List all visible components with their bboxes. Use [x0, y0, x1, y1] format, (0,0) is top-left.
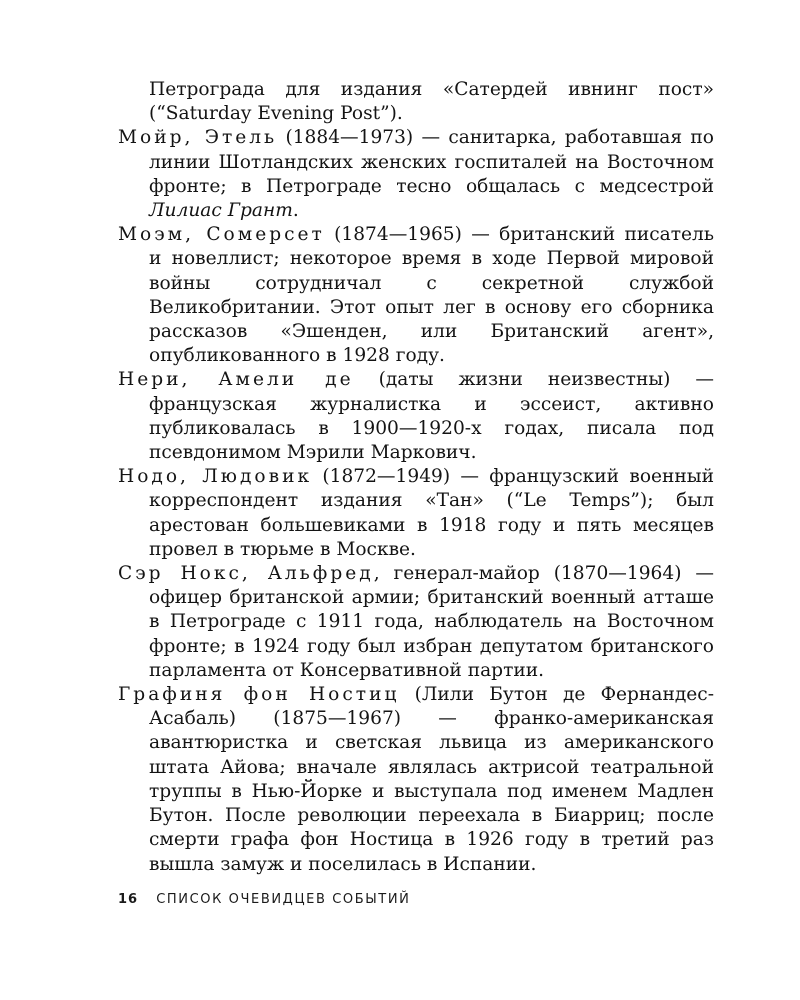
entry-name: Мойр, Этель: [118, 127, 278, 149]
entry-name: Нодо, Людовик: [118, 466, 313, 488]
entry-text: (1872—1949) — французский военный корреспондент издания «Тан» (“Le Temps”); был арестован большевиками в 1918 году и пять месяцев провел в тюрьме в Москве.: [149, 466, 714, 560]
entry-text: (Лили Бутон де Фернандес-Асабаль) (1875—1967) — франко-американская авантюристка и светская львица из американского штата Айова; вначале являлась актрисой театральной труппы в Нью-Йорке и выступала под именем Мадлен Бутон. После революции переехала в Биарриц; после смерти графа фон Ностица в 1926 году в третий раз вышла замуж и поселилась в Испании.: [149, 684, 714, 875]
entry-naudeau: [118, 465, 714, 562]
page-footer: [118, 892, 714, 907]
entry-italic-name: Лилиас Грант: [149, 200, 293, 222]
entry-name: Графиня фон Ностиц: [118, 684, 400, 706]
running-head: СПИСОК ОЧЕВИДЦЕВ СОБЫТИЙ: [156, 892, 411, 907]
entry-tail: .: [292, 200, 299, 222]
entry-continuation: [118, 78, 714, 126]
entry-neri: [118, 368, 714, 465]
page-number: 16: [118, 892, 139, 907]
page-body: [118, 78, 714, 877]
entry-name: Сэр Нокс, Альфред: [118, 563, 374, 585]
entry-text: (даты жизни неизвестны) — французская журналистка и эссеист, активно публиковалась в 1900—1920-х годах, писала под псевдонимом Мэрили Маркович.: [149, 369, 714, 464]
entry-knox: [118, 562, 714, 683]
entry-maugham: [118, 223, 714, 368]
entry-text: (1884—1973) — санитарка, работавшая по линии Шотландских женских госпиталей на Восточном фронте; в Петрограде тесно общалась с медсестрой: [149, 127, 714, 197]
entry-name: Нери, Амели де: [118, 369, 354, 391]
entry-text: , генерал-майор (1870—1964) — офицер британской армии; британский военный атташе в Петрограде с 1911 года, наблюдатель на Восточном фронте; в 1924 году был избран депутатом британского парламента от Консервативной партии.: [149, 563, 714, 681]
entry-nostitz: [118, 683, 714, 877]
entry-moir: [118, 126, 714, 223]
entry-text: (1874—1965) — британский писатель и новеллист; некоторое время в ходе Первой мировой войны сотрудничал с секретной службой Великобритании. Этот опыт лег в основу его сборника рассказов «Эшенден, или Британский агент», опубликованного в 1928 году.: [149, 224, 714, 367]
entry-name: Моэм, Сомерсет: [118, 224, 325, 246]
entry-text: Петрограда для издания «Сатердей ивнинг пост» (“Saturday Evening Post”).: [149, 79, 714, 125]
